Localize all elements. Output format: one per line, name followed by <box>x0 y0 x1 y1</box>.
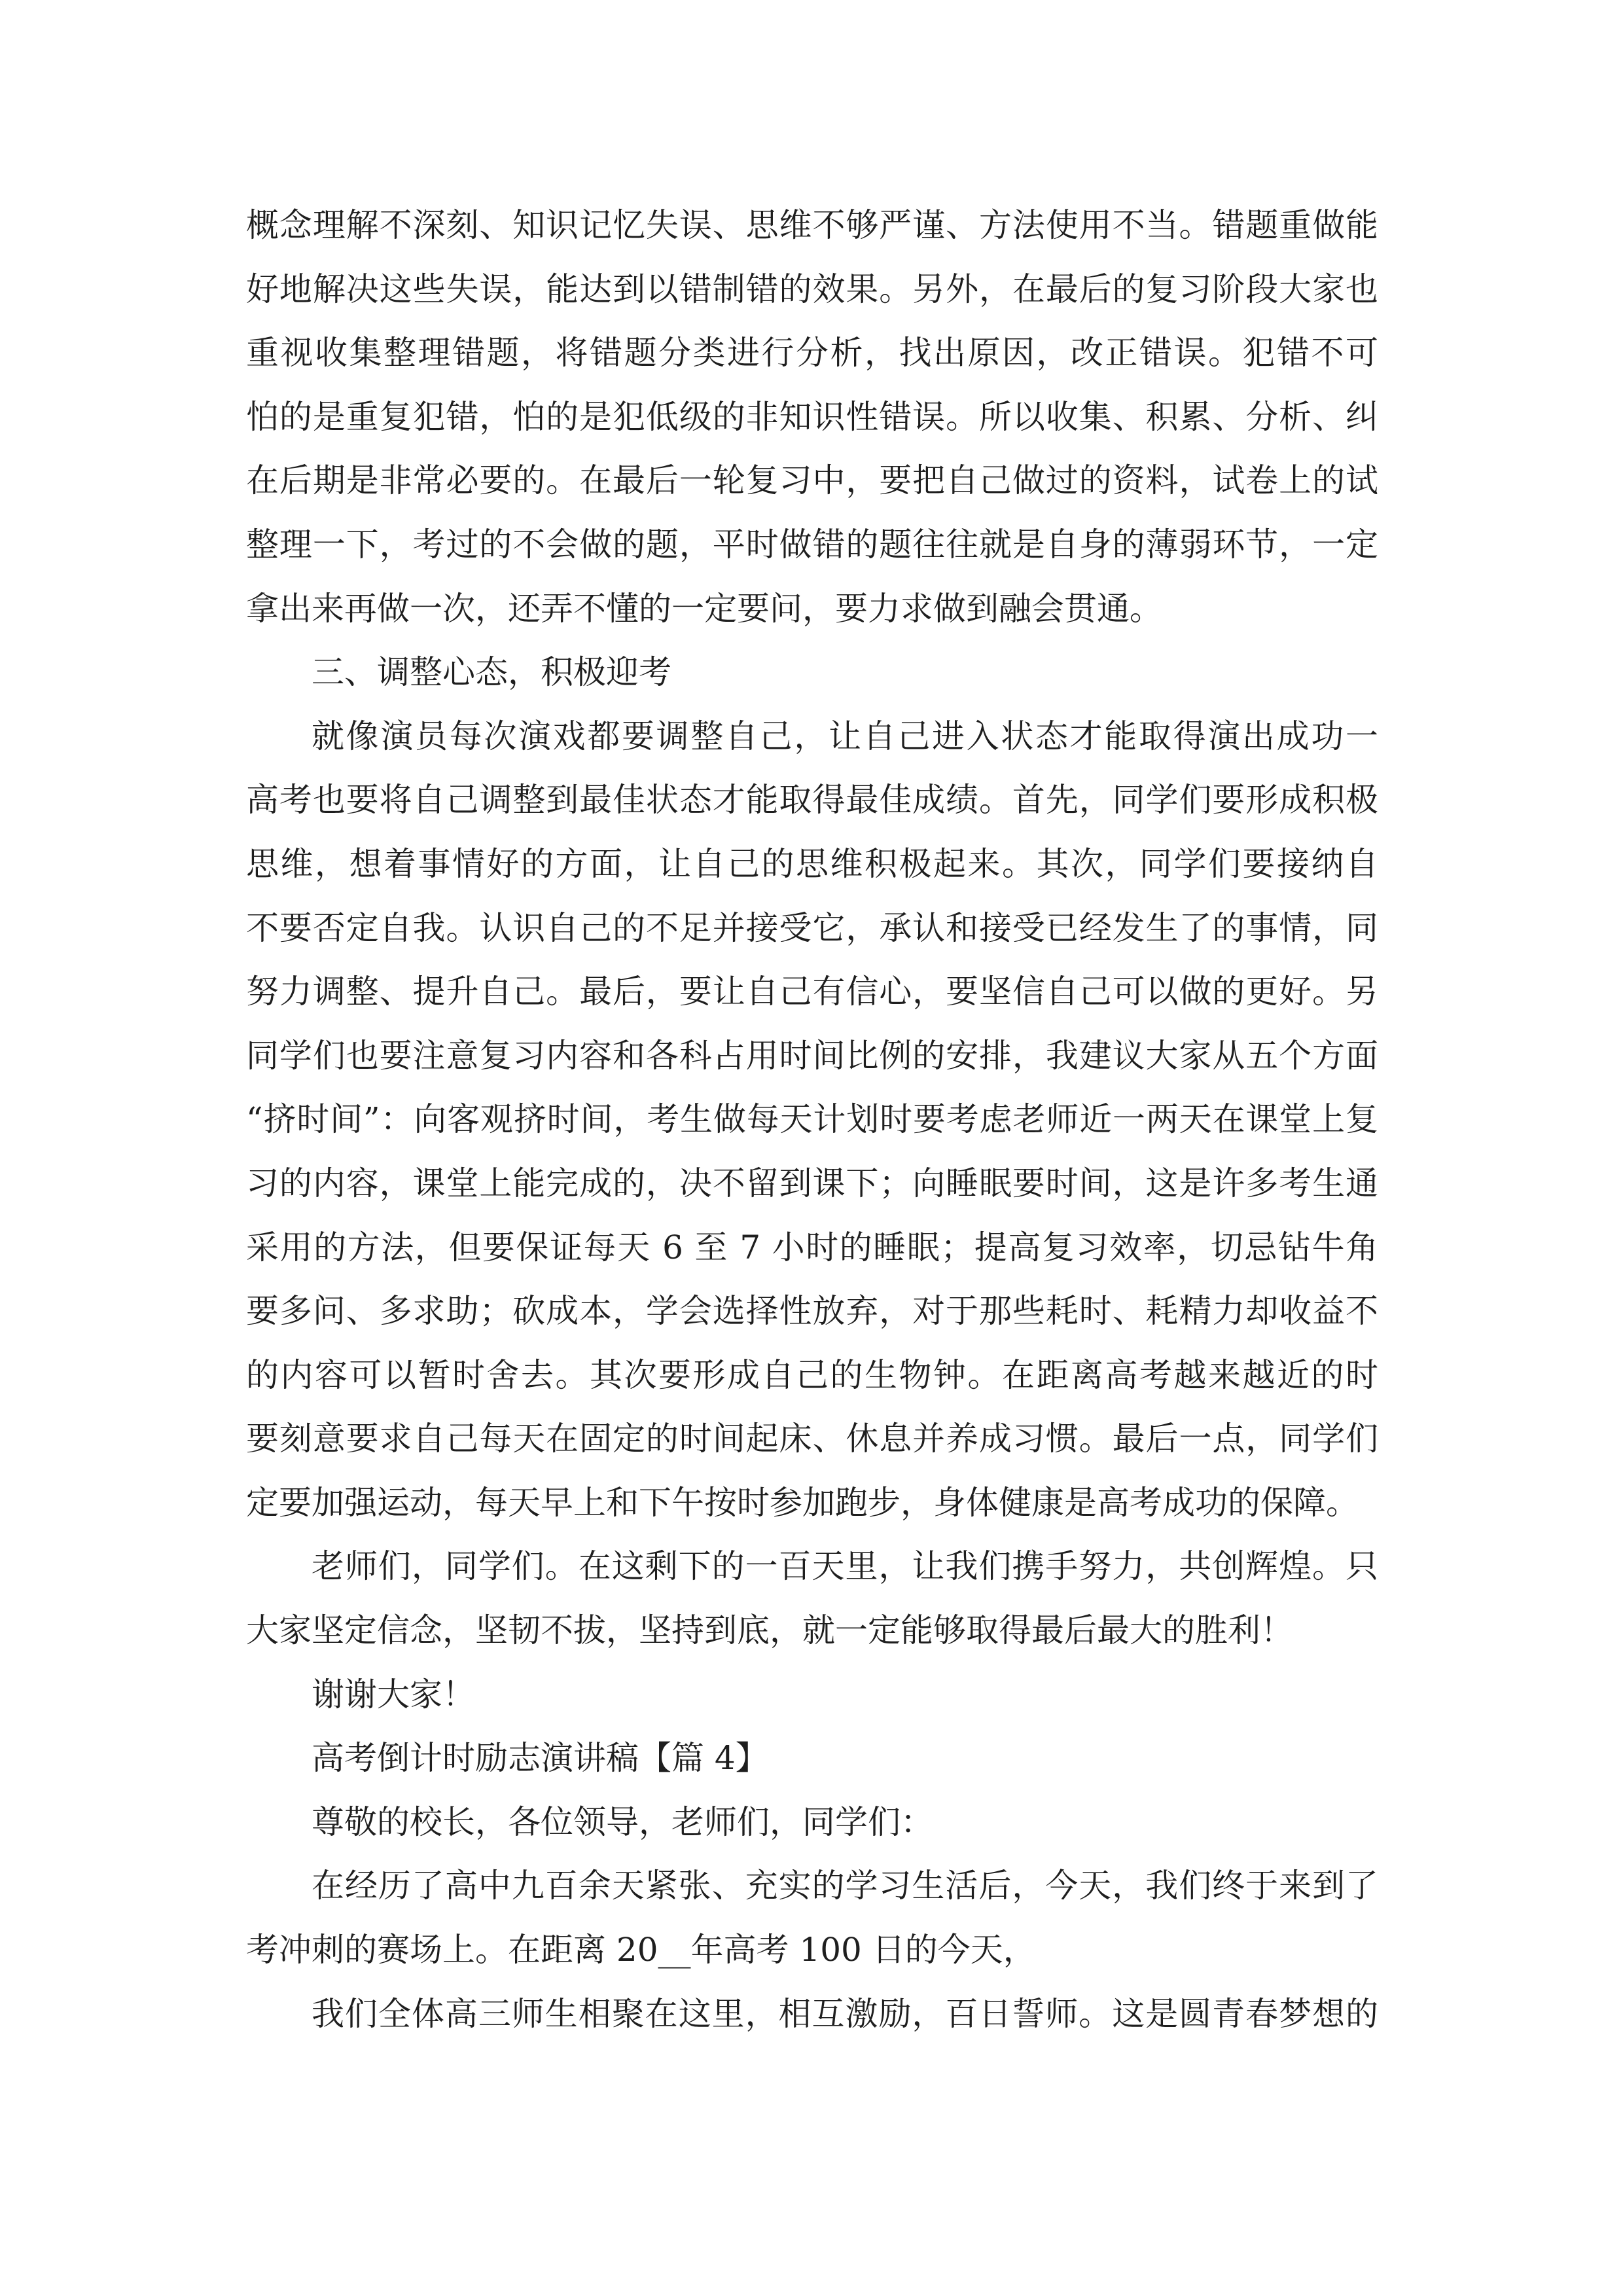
document-body <box>246 194 1378 2046</box>
text-line: 定要加强运动，每天早上和下午按时参加跑步，身体健康是高考成功的保障。 <box>246 1483 1359 1522</box>
text-line: 谢谢大家！ <box>312 1675 475 1713</box>
text-line: “挤时间”：向客观挤时间，考生做每天计划时要考虑老师近一两天在课堂上复 <box>246 1100 1378 1139</box>
text-line: 好地解决这些失误，能达到以错制错的效果。另外，在最后的复习阶段大家也 <box>246 270 1378 308</box>
text-line: 就像演员每次演戏都要调整自己，让自己进入状态才能取得演出成功一 <box>312 717 1378 755</box>
text-line: 要多问、多求助；砍成本，学会选择性放弃，对于那些耗时、耗精力却收益不 <box>246 1292 1378 1331</box>
text-line: 不要否定自我。认识自己的不足并接受它，承认和接受已经发生了的事情，同 <box>246 908 1378 947</box>
text-line: 的内容可以暂时舍去。其次要形成自己的生物钟。在距离高考越来越近的时 <box>246 1355 1378 1394</box>
text-line: 重视收集整理错题，将错题分类进行分析，找出原因，改正错误。犯错不可 <box>246 334 1378 372</box>
text-line: 拿出来再做一次，还弄不懂的一定要问，要力求做到融会贯通。 <box>246 589 1162 628</box>
text-line: 概念理解不深刻、知识记忆失误、思维不够严谨、方法使用不当。错题重做能 <box>246 206 1378 244</box>
text-line: 习的内容，课堂上能完成的，决不留到课下；向睡眠要时间，这是许多考生通 <box>246 1164 1378 1202</box>
text-line: 高考也要将自己调整到最佳状态才能取得最佳成绩。首先，同学们要形成积极 <box>246 781 1378 819</box>
text-line: 我们全体高三师生相聚在这里，相互激励，百日誓师。这是圆青春梦想的 <box>312 1994 1378 2033</box>
text-line: 要刻意要求自己每天在固定的时间起床、休息并养成习惯。最后一点，同学们 <box>246 1420 1378 1458</box>
text-line: 三、调整心态，积极迎考 <box>312 653 671 692</box>
text-line: 大家坚定信念，坚韧不拔，坚持到底，就一定能够取得最后最大的胜利！ <box>246 1611 1293 1650</box>
text-line: 整理一下，考过的不会做的题，平时做错的题往往就是自身的薄弱环节，一定 <box>246 525 1378 564</box>
text-line: 尊敬的校长，各位领导，老师们，同学们： <box>312 1803 933 1841</box>
text-line: 高考倒计时励志演讲稿【篇 4】 <box>312 1739 768 1778</box>
text-line: 思维，想着事情好的方面，让自己的思维积极起来。其次，同学们要接纳自 <box>246 844 1378 883</box>
text-line: 采用的方法，但要保证每天 6 至 7 小时的睡眠；提高复习效率，切忌钻牛角 <box>246 1228 1378 1266</box>
text-line: 同学们也要注意复习内容和各科占用时间比例的安排，我建议大家从五个方面 <box>246 1036 1378 1075</box>
text-line: 老师们，同学们。在这剩下的一百天里，让我们携手努力，共创辉煌。只 <box>312 1547 1378 1586</box>
text-line: 考冲刺的赛场上。在距离 20__年高考 100 日的今天， <box>246 1931 1036 1969</box>
text-line: 怕的是重复犯错，怕的是犯低级的非知识性错误。所以收集、积累、分析、纠 <box>246 397 1378 436</box>
text-line: 在后期是非常必要的。在最后一轮复习中，要把自己做过的资料，试卷上的试 <box>246 461 1378 500</box>
text-line: 努力调整、提升自己。最后，要让自己有信心，要坚信自己可以做的更好。另 <box>246 973 1378 1011</box>
text-line: 在经历了高中九百余天紧张、充实的学习生活后，今天，我们终于来到了 <box>312 1867 1378 1905</box>
